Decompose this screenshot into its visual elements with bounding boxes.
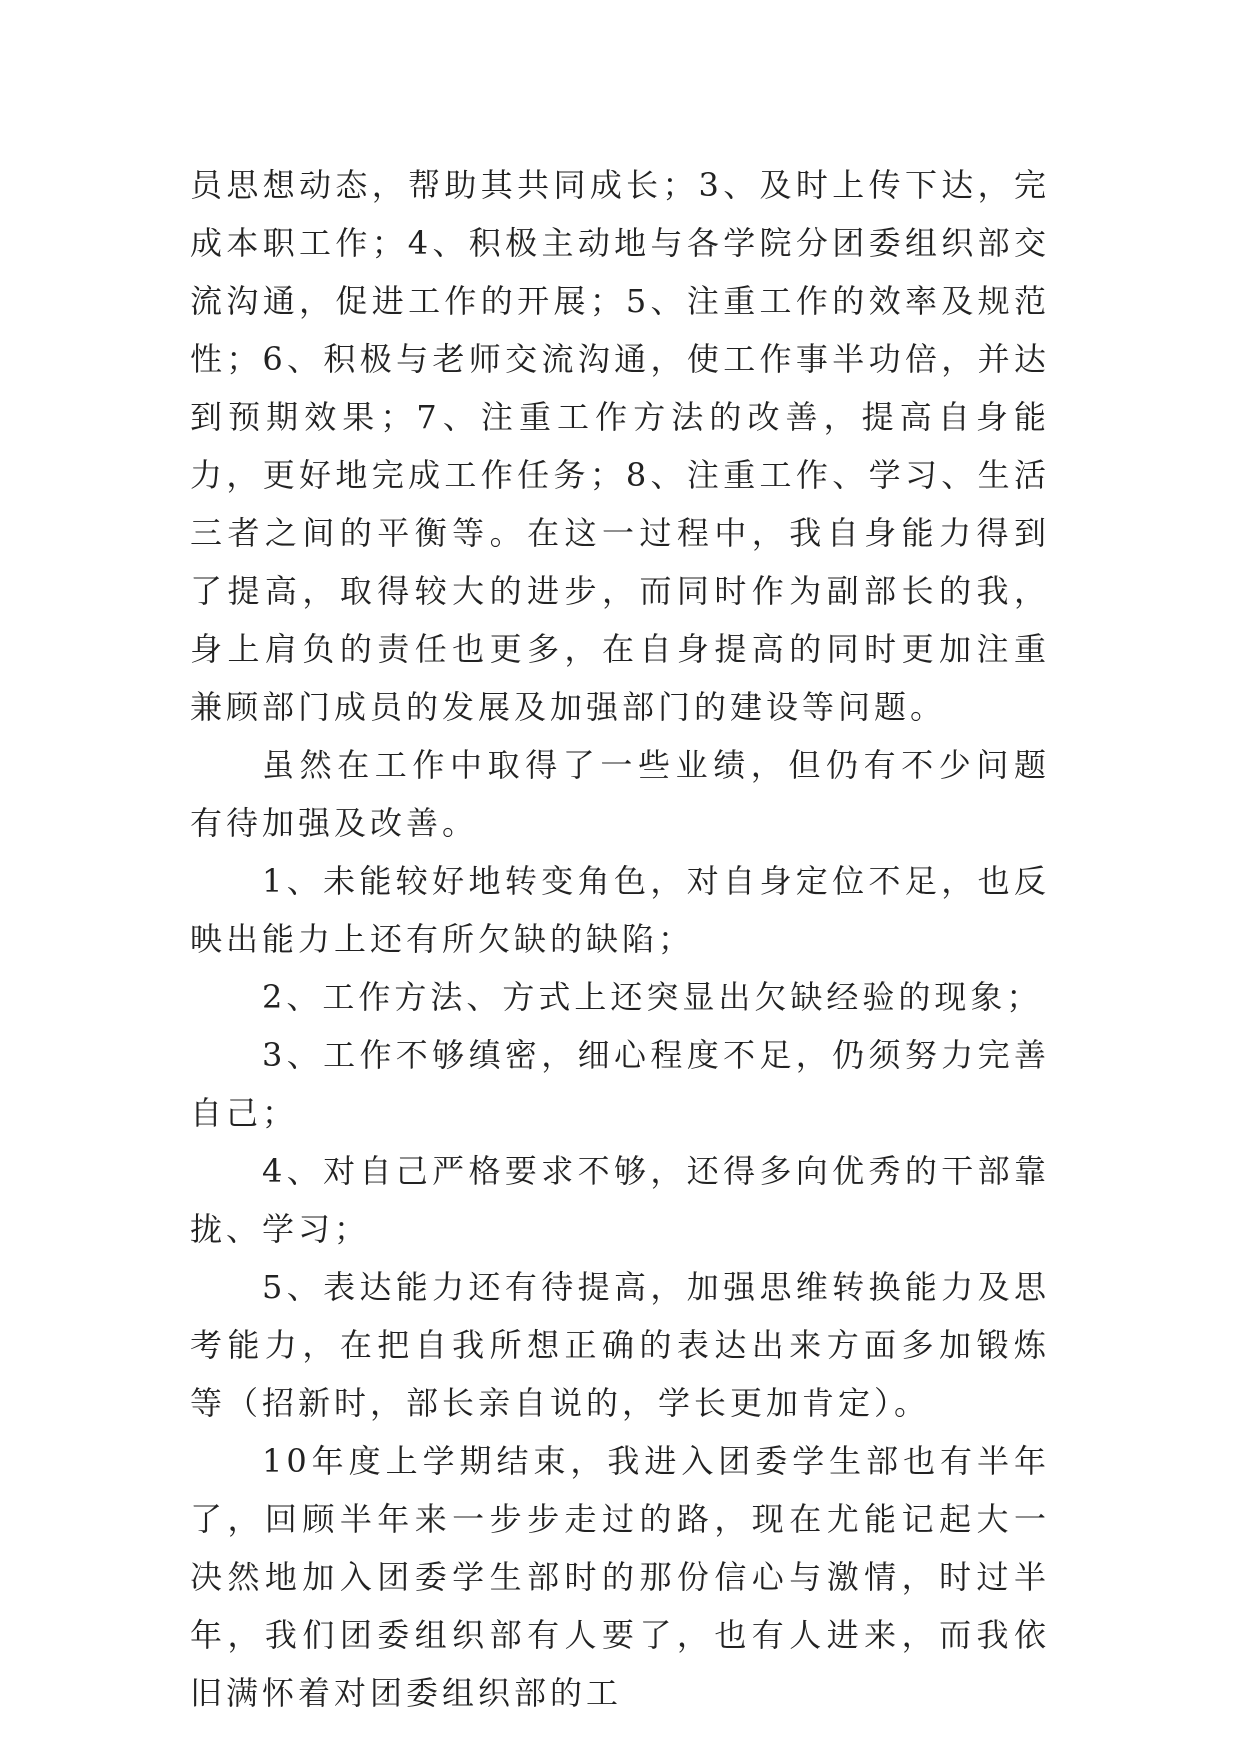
list-item-problem-4: 4、对自己严格要求不够，还得多向优秀的干部靠拢、学习； [190, 1152, 1050, 1248]
list-item-problem-5: 5、表达能力还有待提高，加强思维转换能力及思考能力，在把自我所想正确的表达出来方面多加锻炼等（招新时，部长亲自说的，学长更加肯定）。 [190, 1268, 1050, 1422]
list-item-problem-2: 2、工作方法、方式上还突显出欠缺经验的现象； [262, 978, 1043, 1016]
paragraph-problems-intro: 虽然在工作中取得了一些业绩，但仍有不少问题有待加强及改善。 [190, 746, 1050, 842]
list-item-problem-3: 3、工作不够缜密，细心程度不足，仍须努力完善自己； [190, 1036, 1050, 1132]
document-body [190, 156, 1050, 1722]
list-item-problem-1: 1、未能较好地转变角色，对自身定位不足，也反映出能力上还有所欠缺的缺陷； [190, 862, 1050, 958]
paragraph-semester-review: 10年度上学期结束，我进入团委学生部也有半年了，回顾半年来一步步走过的路，现在尤能记起大一决然地加入团委学生部时的那份信心与激情，时过半年，我们团委组织部有人要了，也有人进来，而我依旧满怀着对团委组织部的工 [190, 1442, 1050, 1712]
paragraph-continuation: 员思想动态，帮助其共同成长；3、及时上传下达，完成本职工作；4、积极主动地与各学院分团委组织部交流沟通，促进工作的开展；5、注重工作的效率及规范性；6、积极与老师交流沟通，使工作事半功倍，并达到预期效果；7、注重工作方法的改善，提高自身能力，更好地完成工作任务；8、注重工作、学习、生活三者之间的平衡等。在这一过程中，我自身能力得到了提高，取得较大的进步，而同时作为副部长的我，身上肩负的责任也更多，在自身提高的同时更加注重兼顾部门成员的发展及加强部门的建设等问题。 [190, 166, 1050, 726]
